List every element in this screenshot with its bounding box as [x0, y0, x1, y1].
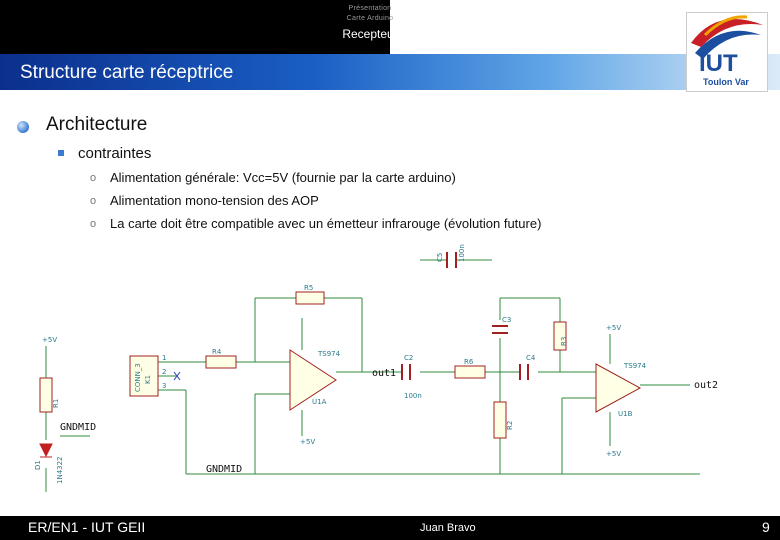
label-ts974-1: TS974	[318, 350, 341, 358]
bullet-contraintes: contraintes	[78, 145, 152, 162]
label-r6: R6	[464, 358, 474, 366]
label-r5: R5	[304, 284, 314, 292]
footer-author: Juan Bravo	[420, 522, 476, 534]
breadcrumb-presentation: Présentation	[348, 5, 392, 12]
breadcrumb-carte-arduino: Carte Arduino	[346, 15, 394, 22]
label-r4: R4	[212, 348, 222, 356]
constraint-item: Alimentation mono-tension des AOP	[110, 193, 319, 208]
label-d1-ref: 1N4322	[56, 456, 64, 484]
logo-text: IUT	[699, 50, 738, 77]
label-out1: out1	[372, 368, 397, 379]
label-c4: C4	[526, 354, 536, 362]
label-c2-value: 100n	[404, 392, 422, 400]
bullet-o-icon: o	[90, 195, 97, 207]
constraint-item: Alimentation générale: Vcc=5V (fournie par la carte arduino)	[110, 170, 456, 185]
label-r2: R2	[506, 420, 514, 430]
section-title: Recepteur	[342, 27, 398, 41]
bullet-architecture: Architecture	[46, 114, 148, 135]
label-c5: C5	[436, 252, 444, 262]
label-k1-ref: CONN_3	[134, 363, 142, 392]
page-number: 9	[762, 519, 770, 535]
label-out2: out2	[694, 380, 719, 391]
label-u1b: U1B	[618, 410, 633, 418]
label-v5-u1b: +5V	[606, 450, 622, 458]
label-d1: D1	[34, 460, 42, 470]
label-ts974-2: TS974	[624, 362, 647, 370]
constraint-item: La carte doit être compatible avec un émetteur infrarouge (évolution future)	[110, 216, 542, 231]
label-u1a: U1A	[312, 398, 327, 406]
label-c5-value: 100n	[458, 244, 466, 262]
bullet-o-icon: o	[90, 172, 97, 184]
logo-subtext: Toulon Var	[703, 77, 749, 87]
label-pin1: 1	[162, 354, 167, 362]
label-v5-left: +5V	[42, 336, 58, 344]
label-k1: K1	[144, 374, 152, 384]
label-pin3: 3	[162, 382, 167, 390]
label-gndmid-left: GNDMID	[60, 422, 97, 433]
slide-title: Structure carte réceptrice	[20, 62, 234, 83]
label-v5-u1a: +5V	[300, 438, 316, 446]
label-r3: R3	[560, 336, 568, 346]
footer-course: ER/EN1 - IUT GEII	[28, 519, 146, 535]
label-v5-u1b-top: +5V	[606, 324, 622, 332]
label-pin2: 2	[162, 368, 167, 376]
label-gndmid-bottom: GNDMID	[206, 464, 243, 475]
label-c3: C3	[502, 316, 512, 324]
label-r1: R1	[52, 398, 60, 408]
label-c2: C2	[404, 354, 414, 362]
bullet-o-icon: o	[90, 218, 97, 230]
